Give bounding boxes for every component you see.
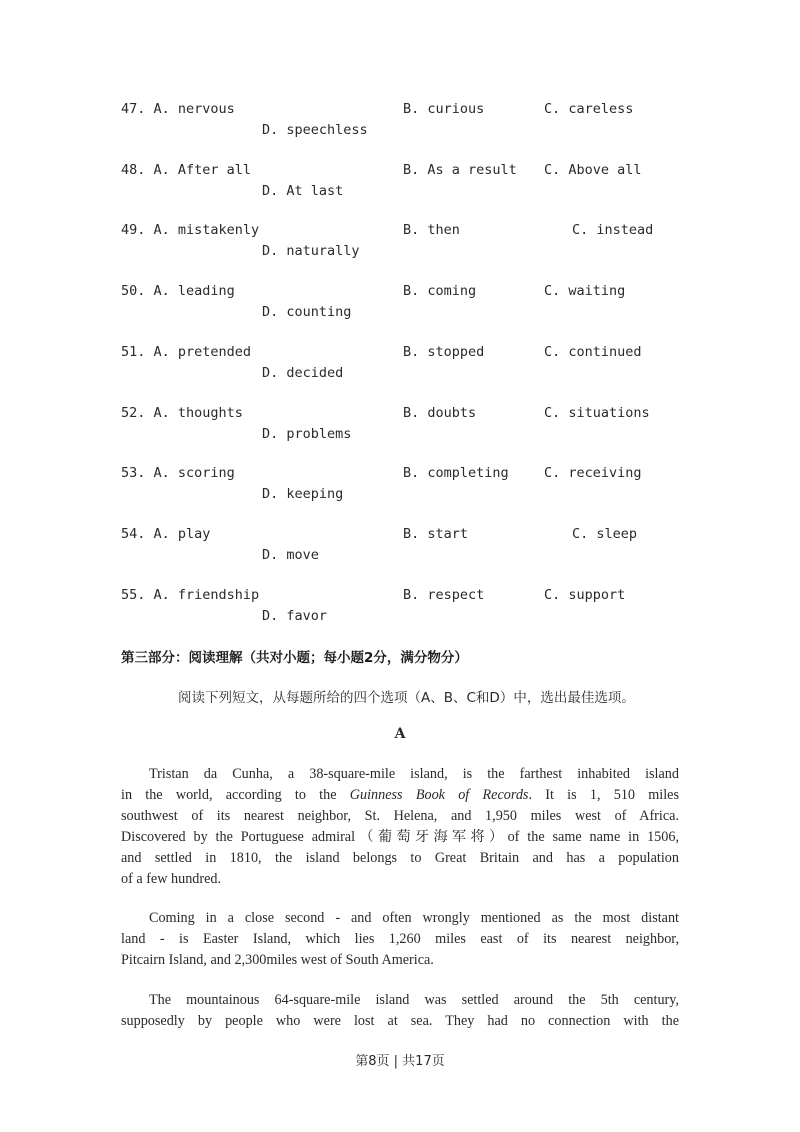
book-title: Guinness Book of Records (349, 787, 529, 803)
option-c: C. waiting (544, 283, 626, 299)
passage-title: A (394, 726, 406, 742)
question-stem-option-a: 55. A. friendship (121, 587, 260, 603)
option-c: C. instead (572, 222, 654, 238)
option-d: D. naturally (262, 243, 360, 259)
instruction: 阅读下列短文，从每题所给的四个选项（A、B、C和D）中，选出最佳选项。 (178, 690, 635, 706)
option-b: B. respect (403, 587, 485, 603)
option-c: C. sleep (572, 526, 638, 542)
option-c: C. Above all (544, 162, 642, 178)
question-stem-option-a: 54. A. play (121, 526, 211, 542)
option-b: B. coming (403, 283, 477, 299)
paragraph-line: land - is Easter Island, which lies 1,260 miles east of its nearest neighbor, (121, 931, 679, 947)
paragraph-line: Tristan da Cunha, a 38-square-mile island, is the farthest inhabited island (149, 766, 679, 782)
option-d: D. counting (262, 304, 352, 320)
question-stem-option-a: 49. A. mistakenly (121, 222, 260, 238)
paragraph-line: of a few hundred. (121, 871, 222, 887)
option-d: D. decided (262, 365, 344, 381)
paragraph-line: Discovered by the Portuguese admiral（葡萄牙海军将）of the same name in 1506, (121, 829, 679, 845)
option-b: B. doubts (403, 405, 477, 421)
option-b: B. As a result (403, 162, 517, 178)
option-b: B. completing (403, 465, 509, 481)
option-b: B. then (403, 222, 460, 238)
option-c: C. receiving (544, 465, 642, 481)
option-d: D. favor (262, 608, 328, 624)
question-stem-option-a: 48. A. After all (121, 162, 252, 178)
option-c: C. continued (544, 344, 642, 360)
option-c: C. careless (544, 101, 634, 117)
option-d: D. problems (262, 426, 352, 442)
paragraph-line: Pitcairn Island, and 2,300miles west of South America. (121, 952, 434, 968)
paragraph-1 (121, 764, 679, 890)
paragraph-line: and settled in 1810, the island belongs to Great Britain and has a population (121, 850, 679, 866)
option-b: B. stopped (403, 344, 485, 360)
option-d: D. move (262, 547, 319, 563)
option-b: B. start (403, 526, 469, 542)
paragraph-3 (121, 990, 679, 1032)
option-c: C. situations (544, 405, 650, 421)
section-title: 第三部分：阅读理解（共对小题；每小题2分，满分物分） (121, 650, 468, 666)
option-d: D. At last (262, 183, 344, 199)
question-stem-option-a: 50. A. leading (121, 283, 235, 299)
paragraph-line: Coming in a close second - and often wrongly mentioned as the most distant (149, 910, 679, 926)
question-stem-option-a: 53. A. scoring (121, 465, 235, 481)
paragraph-line: in the world, according to the Guinness Book of Records. It is 1, 510 miles (121, 787, 679, 803)
question-stem-option-a: 51. A. pretended (121, 344, 252, 360)
option-d: D. keeping (262, 486, 344, 502)
page-footer: 第8页 | 共17页 (355, 1054, 445, 1069)
paragraph-line: The mountainous 64-square-mile island was settled around the 5th century, (149, 992, 679, 1008)
option-d: D. speechless (262, 122, 368, 138)
option-c: C. support (544, 587, 626, 603)
question-stem-option-a: 52. A. thoughts (121, 405, 243, 421)
paragraph-2 (121, 908, 679, 971)
option-b: B. curious (403, 101, 485, 117)
question-stem-option-a: 47. A. nervous (121, 101, 235, 117)
paragraph-line: supposedly by people who were lost at sea. They had no connection with the (121, 1013, 679, 1029)
paragraph-line: southwest of its nearest neighbor, St. Helena, and 1,950 miles west of Africa. (121, 808, 679, 824)
